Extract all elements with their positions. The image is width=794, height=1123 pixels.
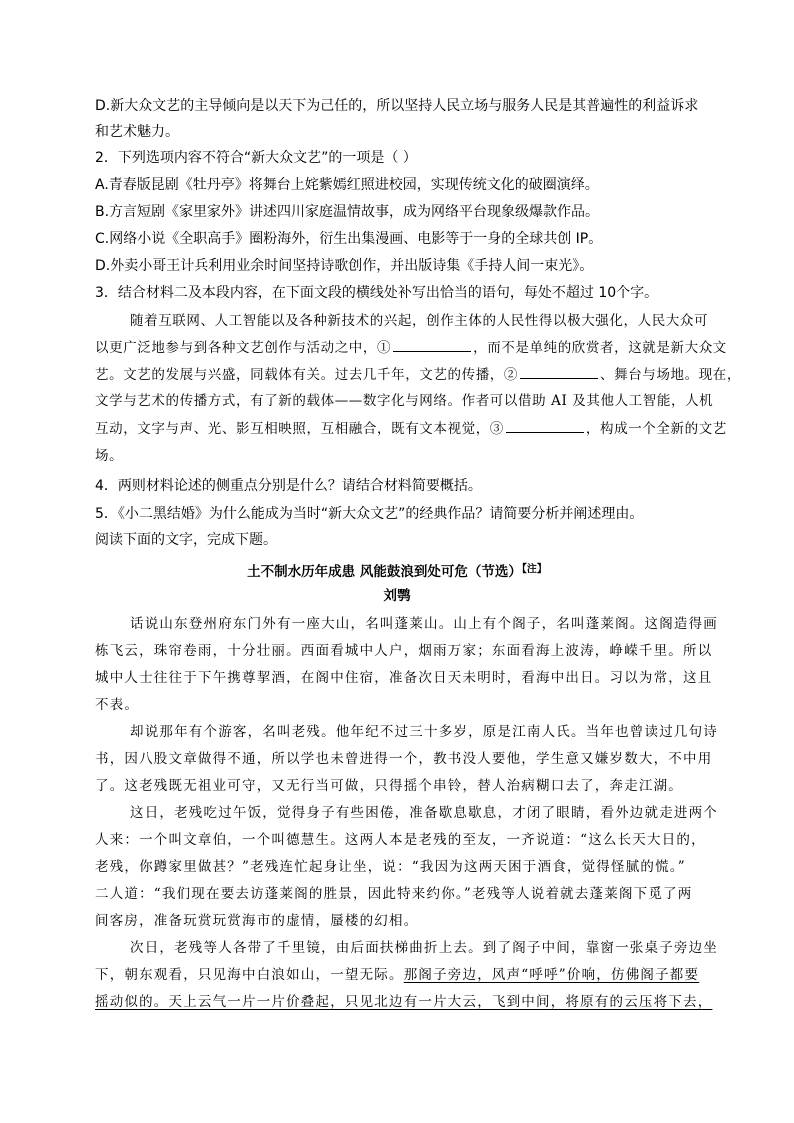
q2-stem: 2．下列选项内容不符合“新大众文艺”的一项是（ ） (95, 150, 417, 166)
passage-author: 刘鹗 (383, 588, 411, 604)
p3-line1: 这日，老残吃过午饭，觉得身子有些困倦，准备歇息歇息，才闭了眼睛，看外边就走进两个 (130, 805, 718, 821)
p2-line3: 了。这老残既无祖业可守，又无行当可做，只得摇个串铃，替人治病糊口去了，奔走江湖。 (95, 778, 683, 794)
p3-line3: 老残，你蹲家里做甚？”老残连忙起身让坐，说：“我因为这两天困于酒食，觉得怪腻的慌。” (95, 859, 686, 875)
q2-option-b: B.方言短剧《家里家外》讲述四川家庭温情故事，成为网络平台现象级爆款作品。 (95, 204, 600, 220)
q5-stem: 5．《小二黑结婚》为什么能成为当时“新大众文艺”的经典作品？请简要分析并阐述理由。 (95, 506, 644, 522)
passage-title (0, 560, 794, 580)
answer-blank-1[interactable] (393, 337, 471, 352)
p1-line4: 不表。 (95, 697, 140, 713)
q3-para-line6: 场。 (95, 448, 124, 464)
p4-line1: 次日，老残等人各带了千里镜，由后面扶梯曲折上去。到了阁子中间，靠窗一张桌子旁边坐 (130, 940, 718, 956)
q4-stem: 4．两则材料论述的侧重点分别是什么？请结合材料简要概括。 (95, 478, 482, 494)
p2-line1: 却说那年有个游客，名叫老残。他年纪不过三十多岁，原是江南人氏。当年也曾读过几句诗 (130, 724, 718, 740)
p1-line3: 城中人士往往于下午携尊挈酒，在阁中住宿，准备次日天未明时，看海中出日。习以为常，这且 (95, 670, 713, 686)
q3-para-line5a: 互动，文字与声、光、影互相映照，互相融合，既有文本视觉，③ (95, 421, 504, 437)
p4-line2-plain: 下，朝东观看，只见海中白浪如山，一望无际。 (95, 967, 404, 983)
reading-intro: 阅读下面的文字，完成下题。 (95, 532, 277, 548)
p4-line3-underlined: 摇动似的。天上云气一片一片价叠起，只见北边有一片大云，飞到中间，将原有的云压将下去， (95, 994, 713, 1010)
q2-option-d: D.外卖小哥王计兵利用业余时间坚持诗歌创作，并出版诗集《手持人间一束光》。 (95, 258, 594, 274)
p3-line2: 人来：一个叫文章伯，一个叫德慧生。这两人本是老残的至友，一齐说道：“这么长天大日的， (95, 832, 706, 848)
q3-para-line2 (95, 337, 727, 358)
q3-para-line3a: 艺。文艺的发展与兴盛，同载体有关。过去几千年，文艺的传播，② (95, 367, 518, 383)
p2-line2: 书，因八股文章做得不通，所以学也未曾进得一个，教书没人要他，学生意又嫌岁数大，不中用 (95, 751, 713, 767)
q3-para-line2b: ，而不是单纯的欣赏者，这就是新大众文 (473, 340, 727, 356)
q1-option-d-line2: 和艺术魅力。 (95, 124, 179, 140)
q3-para-line3b: 、舞台与场地。现在， (600, 367, 741, 383)
q2-option-a: A.青春版昆剧《牡丹亭》将舞台上姹紫嫣红照进校园，实现传统文化的破圈演绎。 (95, 177, 599, 193)
passage-title-text: 土不制水历年成患 风能鼓浪到处可危（节选） (247, 564, 522, 580)
p4-line2-underlined: 那阁子旁边，风声“呼呼”价响，仿佛阁子都要 (403, 967, 700, 983)
p1-line2: 栋飞云，珠帘卷雨，十分壮丽。西面看城中人户，烟雨万家；东面看海上波涛，峥嵘千里。所以 (95, 643, 713, 659)
q3-para-line1: 随着互联网、人工智能以及各种新技术的兴起，创作主体的人民性得以极大强化，人民大众可 (130, 313, 709, 329)
q3-para-line4: 文学与艺术的传播方式，有了新的载体——数字化与网络。作者可以借助 AI 及其他人工智能，人机 (95, 393, 714, 409)
q2-option-c: C.网络小说《全职高手》圈粉海外，衍生出集漫画、电影等于一身的全球共创 IP。 (95, 231, 603, 247)
q3-para-line2a: 以更广泛地参与到各种文艺创作与活动之中，① (95, 340, 392, 356)
q3-para-line5 (95, 418, 727, 439)
p3-line4: 二人道：“我们现在要去访蓬莱阁的胜景，因此特来约你。”老残等人说着就去蓬莱阁下觅了两 (95, 886, 693, 902)
answer-blank-2[interactable] (520, 364, 598, 379)
p1-line1: 话说山东登州府东门外有一座大山，名叫蓬莱山。山上有个阁子，名叫蓬莱阁。这阁造得画 (130, 616, 718, 632)
q3-para-line3 (95, 364, 741, 385)
q3-stem: 3．结合材料二及本段内容，在下面文段的横线处补写出恰当的语句，每处不超过 10个字。 (95, 285, 659, 301)
p3-line5: 间客房，准备玩赏玩赏海市的虚情，蜃楼的幻相。 (95, 913, 419, 929)
q1-option-d-line1: D.新大众文艺的主导倾向是以天下为己任的，所以坚持人民立场与服务人民是其普遍性的利益诉求 (95, 98, 699, 114)
answer-blank-3[interactable] (506, 418, 584, 433)
p4-line2 (95, 965, 699, 985)
passage-note-marker: 【注】 (521, 564, 547, 575)
q3-para-line5b: ，构成一个全新的文艺 (585, 421, 727, 437)
